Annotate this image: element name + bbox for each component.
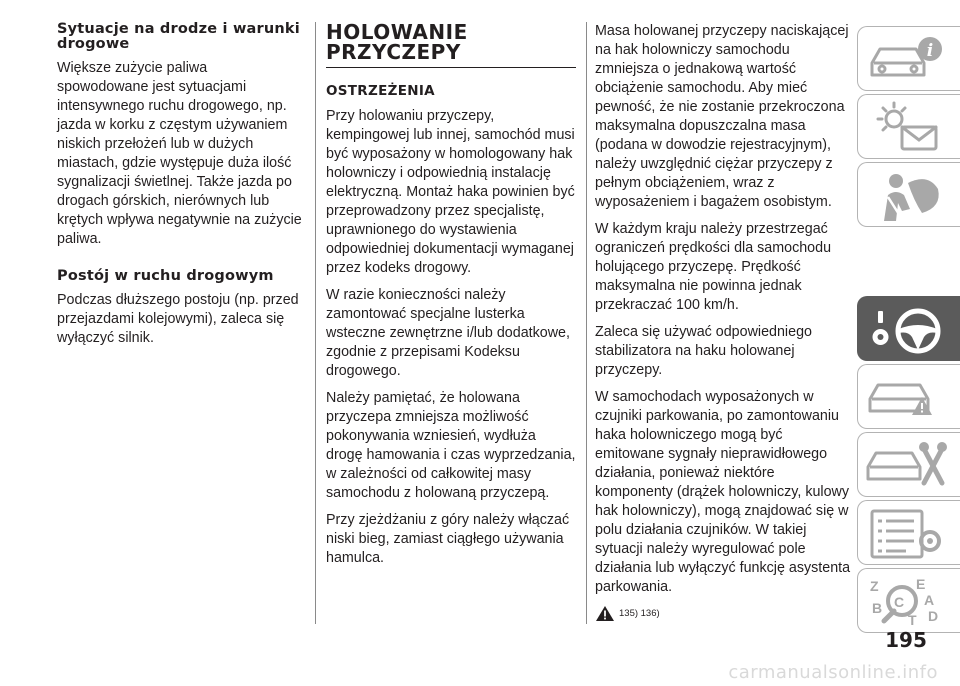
warning-paragraph-3: Należy pamiętać, że holowana przyczepa zmniejsza możliwość pokonywania wzniesień, wydłuża drogę hamowania i czas wyprzedzania, w zależności od całkowitej masy samochodu z holowaną przyczepą. (326, 390, 576, 501)
index-letter-t: T (908, 612, 917, 628)
tab-starting-and-driving[interactable] (857, 296, 960, 361)
watermark (0, 662, 960, 683)
index-letter-d: D (928, 608, 939, 624)
svg-text:i: i (926, 41, 934, 61)
column-left (57, 22, 302, 356)
column-middle (326, 22, 576, 576)
car-breakdown-icon (858, 365, 960, 430)
paragraph-trailer-mass: Masa holowanej przyczepy naciskającej na hak holowniczy samochodu zmniejsza o jednakową wartość obciążenie samochodu. Aby mieć pewność, że nie zostanie przekroczona maksymalna dopuszczalna masa (podana w dowodzie rejestracyjnym), należy uwzględnić ciężar przyczepy z pełnym obciążeniem, wraz z wyposażeniem i bagażem osobistym. (595, 23, 849, 210)
steering-wheel-key-icon (858, 297, 960, 362)
paragraph-parking-sensors: W samochodach wyposażonych w czujniki parkowania, po zamontowaniu haka holowniczego mogą być emitowane sygnały nieprawidłowego działania, ponieważ niektóre komponenty (drążek holowniczy, kulowy hak holowniczy), mogą znajdować się w polu działania czujników. W takiej sytuacji należy wyregulować pole działania lub wyłączyć funkcję asystenta parkowania. (595, 389, 851, 595)
tab-technical-specifications[interactable] (857, 500, 960, 565)
warning-triangle-icon (595, 605, 615, 622)
tab-servicing[interactable] (857, 432, 960, 497)
tab-knowing-the-car[interactable] (857, 26, 960, 91)
warning-paragraph-4: Przy zjeżdżaniu z góry należy włączać niski bieg, zamiast ciągłego używania hamulca. (326, 512, 570, 566)
column-divider-1 (315, 22, 316, 624)
index-letter-a: A (924, 592, 935, 608)
tab-warning-lights[interactable] (857, 94, 960, 159)
paragraph-stabilizer: Zaleca się używać odpowiedniego stabilizatora na haku holowanej przyczepy. (595, 324, 812, 378)
reference-numbers[interactable]: 135) 136) (619, 608, 660, 619)
alphabetical-index-icon (858, 569, 960, 634)
specifications-list-icon (858, 501, 960, 566)
index-letter-b: B (872, 600, 883, 616)
warning-lights-icon (858, 95, 960, 160)
column-divider-2 (586, 22, 587, 624)
maintenance-tools-icon (858, 433, 960, 498)
index-letter-z: Z (870, 578, 879, 594)
section-title: HOLOWANIE PRZYCZEPY (326, 22, 576, 68)
warning-references (595, 605, 853, 622)
paragraph-speed-limit: W każdym kraju należy przestrzegać ograniczeń prędkości dla samochodu holującego przyczepę. Prędkość maksymalna nie powinna jednak przekraczać 100 km/h. (595, 221, 832, 313)
warning-paragraph-2: W razie konieczności należy zamontować specjalne lusterka wsteczne zewnętrzne i/lub dodatkowe, zgodnie z przepisami Kodeksu drogowego. (326, 287, 570, 379)
paragraph-stop-traffic: Podczas dłuższego postoju (np. przed przejazdami kolejowymi), zaleca się wyłączyć silnik. (57, 292, 299, 346)
car-info-icon (858, 27, 960, 92)
paragraph-road-conditions: Większe zużycie paliwa spowodowane jest sytuacjami intensywnego ruchu drogowego, np. jazda w korku z częstym używaniem niskich przełożeń lub w dużych miastach, gdzie występuje duża ilość sygnalizacji świetlnej. Także jazda po drogach górskich, nierównych lub krętych wpływa negatywnie na zużycie paliwa. (57, 60, 302, 247)
heading-stop-traffic: Postój w ruchu drogowym (57, 268, 274, 284)
warnings-heading: OSTRZEŻENIA (326, 83, 435, 99)
column-right (595, 22, 853, 622)
index-letter-e: E (916, 576, 926, 592)
page-number: 195 (885, 628, 927, 652)
warning-paragraph-1: Przy holowaniu przyczepy, kempingowej lub innej, samochód musi być wyposażony w homologowany hak holowniczy i odpowiednią instalację elektryczną. Montaż haka powinien być przeprowadzony przez specjalistę, uprawnionego do wystawienia odpowiedniej dokumentacji wymaganej przez kodeks drogowy. (326, 108, 575, 276)
tab-safety[interactable] (857, 162, 960, 227)
heading-road-conditions: Sytuacje na drodze i warunki drogowe (57, 21, 300, 52)
watermark-text: carmanualsonline.info (728, 662, 938, 683)
tab-index[interactable] (857, 568, 960, 633)
tab-emergency[interactable] (857, 364, 960, 429)
airbag-safety-icon (858, 163, 960, 228)
index-letter-c: C (894, 594, 905, 610)
